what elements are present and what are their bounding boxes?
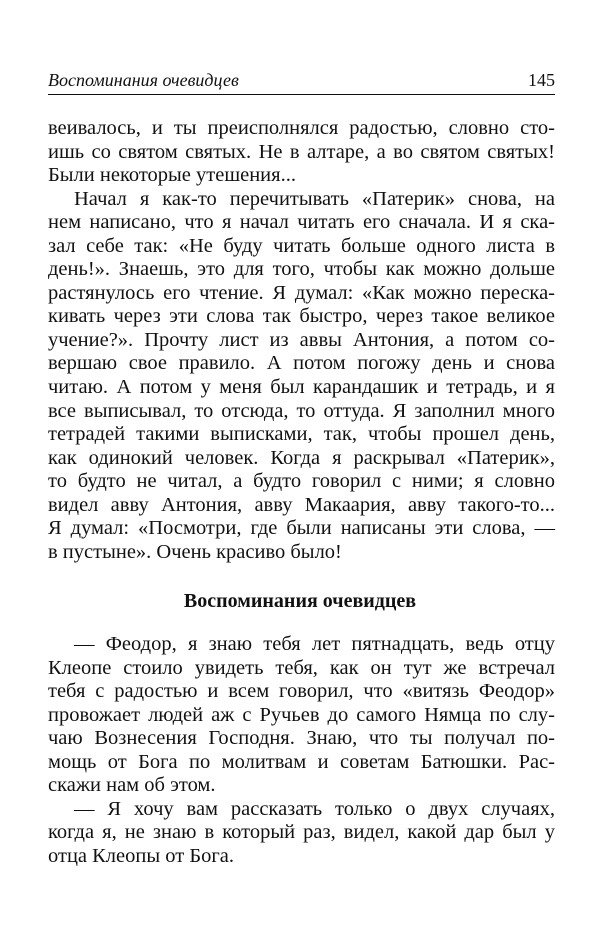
text-line: скажи нам об этом.: [48, 774, 216, 797]
text-line: Клеопе стоило увидеть тебя, как он тут же встречал: [48, 656, 555, 679]
text-line: веивалось, и ты преисполнялся радостью, словно сто-: [48, 117, 555, 139]
body-text-section-1: [48, 117, 555, 564]
text-line: вершаю свое правило. А потом погожу день и снова: [48, 352, 555, 375]
text-line: ишь со святом святых. Не в алтаре, а во святом святых!: [48, 140, 555, 163]
text-line: зал себе так: «Не буду читать больше одного листа в: [48, 234, 555, 257]
text-line: отца Клеопы от Бога.: [48, 844, 234, 867]
text-line: растянулось его чтение. Я думал: «Как можно переска-: [48, 281, 555, 304]
text-line: видел авву Антония, авву Макаария, авву такого-то...: [48, 493, 555, 516]
body-text-section-2: [48, 633, 555, 868]
text-line: Начал я как-то перечитывать «Патерик» снова, на: [74, 187, 555, 210]
running-header: [48, 68, 555, 95]
text-line: в пустыне». Очень красиво было!: [48, 540, 342, 563]
text-line: день!». Знаешь, это для того, чтобы как можно дольше: [48, 258, 555, 281]
text-line: читаю. А потом у меня был карандашик и тетрадь, и я: [48, 376, 555, 399]
text-line: Я думал: «Посмотри, где были написаны эти слова, —: [48, 517, 555, 540]
text-line: — Феодор, я знаю тебя лет пятнадцать, ведь отцу: [74, 633, 555, 655]
running-header-title: Воспоминания очевидцев: [48, 70, 239, 90]
text-line: нем написано, что я начал читать его сначала. И я ска-: [48, 211, 555, 234]
text-line: мощь от Бога по молитвам и советам Батюшки. Рас-: [48, 750, 555, 773]
text-line: как одинокий человек. Когда я раскрывал «Патерик»,: [48, 446, 555, 469]
text-line: тебя с радостью и всем говорил, что «витязь Феодор»: [48, 680, 555, 703]
text-line: провожает людей аж с Ручьев до самого Нямца по слу-: [48, 703, 555, 726]
page-number: 145: [528, 70, 555, 90]
text-line: все выписывал, то отсюда, то оттуда. Я заполнил много: [48, 399, 555, 422]
section-heading: Воспоминания очевидцев: [183, 590, 417, 612]
text-line: тетрадей такими выписками, так, чтобы прошел день,: [48, 423, 555, 446]
text-line: кивать через эти слова так быстро, через такое великое: [48, 305, 555, 328]
text-line: — Я хочу вам рассказать только о двух случаях,: [74, 797, 555, 820]
text-line: когда я, не знаю в который раз, видел, какой дар был у: [48, 821, 555, 844]
text-line: учение?». Прочту лист из аввы Антония, а потом со-: [48, 328, 555, 351]
text-line: чаю Вознесения Господня. Знаю, что ты получал по-: [48, 727, 555, 750]
text-line: Были некоторые утешения...: [48, 164, 296, 187]
text-line: то будто не читал, а будто говорил с ними; я словно: [48, 470, 555, 493]
